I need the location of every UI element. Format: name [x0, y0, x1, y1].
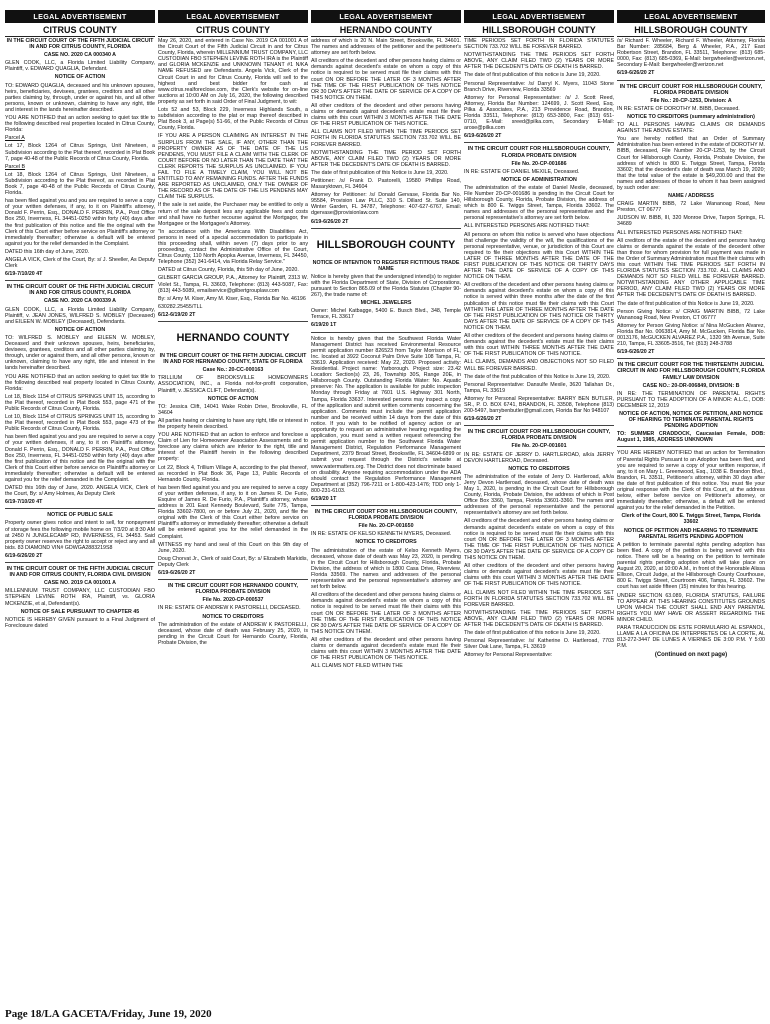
notice-paragraph: NOTICE IS HEREBY GIVEN pursuant to a Final Judgment of Foreclosure dated	[5, 616, 155, 629]
notice-paragraph: File No.: 20-CP-1253, Division: A	[650, 97, 732, 104]
notice-paragraph: GLEN COOK, LLC, a Florida Limited Liability Company, Plaintiff, v. JEAN JONES, WILFRED S. MOBLEY (Deceased) and EILEEN W. MOBLEY (Deceased), Defendants.	[5, 306, 155, 325]
notice-paragraph: Personal Representative: /s/ Darryl K. Myers, 11043 Stone Branch Drive, Riverview, Florida 33569	[464, 80, 614, 93]
notice-paragraph: IN THE CIRCUIT COURT FOR HILLSBOROUGH COUNTY, FLORIDA PROBATE DIVISION	[467, 429, 611, 442]
notice-paragraph: All creditors of the decedent and other persons having claims or demands against decedent's estate on whom a copy of this notice is required to be served must file their claims with this court ON OR BEFORE THE LATER OF 3 MONTHS AFTER THE TIME OF THE FIRST PUBLICATION OF THIS NOTICE OR 30 DAYS AFTER THE DATE OF SERVICE OF A COPY OF THIS NOTICE ON THEM.	[464, 518, 614, 562]
notice-paragraph: CASE NO.: 20-DR-006849, DIVISION: B	[642, 382, 740, 389]
notice-paragraph: IN THE CIRCUIT COURT FOR HERNANDO COUNTY, FLORIDA PROBATE DIVISION	[167, 583, 299, 596]
county-banner: HERNANDO COUNTY	[176, 332, 290, 345]
notice-paragraph: NOTICE OF ACTION	[54, 74, 106, 81]
column-4	[464, 10, 614, 1002]
notice-divider	[5, 508, 155, 509]
notice-paragraph: 6/19-6/26/20 2T	[464, 416, 502, 423]
notice-paragraph: All creditors of the decedent and other persons having claims or demands against decedent's estate on whom a copy of this notice is required to be served must file their claims with this court ON OR BEFORE THE LATER OF 3 MONTHS AFTER THE TIME OF THE FIRST PUBLICATION OF THIS NOTICE OR 30 DAYS AFTER THE DATE OF SERVICE OF A COPY OF THIS NOTICE ON THEM.	[311, 58, 461, 101]
notice-paragraph: GILBERT GARCIA GROUP, P.A., Attorney for Plaintiff, 2313 W. Violet St., Tampa, FL 33603, Telephone: (813) 443-5087, Fax: (813) 443-5089, emailservice@gilbertgrouplaw.com	[158, 275, 308, 294]
notice-paragraph: Attorney for Personal Representative: BARRY BEN BUTLER, SR., P. O. BOX 6741, BRANDON, FL 33508, Telephone (813) 200-5497, barrybenbutler@gmail.com, Florida Bar No 948107	[464, 395, 614, 415]
notice-paragraph: TO: Jessica Clift, 14041 Wake Robin Drive, Brooksville, FL 34604	[158, 403, 308, 416]
notice-paragraph: IN RE: ESTATE OF KELSO KENNETH MYERS, Deceased.	[311, 531, 452, 538]
column-5	[617, 10, 765, 1002]
county-heading: HILLSBOROUGH COUNTY	[617, 25, 765, 37]
notice-paragraph: DATED this 16th day of June, 2020.	[5, 248, 90, 255]
notice-divider	[617, 80, 765, 81]
notice-paragraph: IN THE CIRCUIT COURT OF THE FIFTH JUDICIAL CIRCUIT IN AND FOR HERNANDO COUNTY, STATE OF FLORIDA	[159, 353, 307, 366]
notice-paragraph: All creditors of the decedent and other persons having claims or demands against decedent's estate on whom a copy of this notice is required to be served must file their claims with this court ON OR BEFORE THE LATER OF 3 MONTHS AFTER THE TIME OF THE FIRST PUBLICATION OF THIS NOTICE OR 30 DAYS AFTER THE DATE OF SERVICE OF A COPY OF THIS NOTICE ON THEM.	[311, 592, 461, 635]
notice-divider	[5, 280, 155, 281]
notice-paragraph: NOTICE OF SALE PURSUANT TO CHAPTER 45	[20, 608, 140, 615]
column-2	[158, 10, 308, 1002]
notice-paragraph: GLEN COOK, LLC, a Florida Limited Liability Company, Plaintiff, v. EDWARD QUAGLIA, Defendant.	[5, 60, 155, 73]
notice-paragraph: The date of first publication of this Notice is June 19, 2020.	[311, 169, 449, 176]
notice-paragraph: 6/19/20 1T	[311, 322, 337, 329]
notice-paragraph: NOTWITHSTANDING THE TIME PERIODS SET FORTH ABOVE, ANY CLAIM FILED TWO (2) YEARS OR MORE AFTER THE DECEDENT'S DATE OF DEATH IS BARRED.	[464, 609, 614, 628]
notice-paragraph: NAME / ADDRESS	[668, 193, 714, 200]
notice-paragraph: IN RE: ESTATE OF ANDREW K PASTORELLI, DECEASED.	[158, 605, 301, 612]
notice-paragraph: ALL CLAIMS NOT FILED WITHIN THE TIME PERIODS SET FORTH IN FLORIDA STATUTES SECTION 733.702 WILL BE FOREVER BARRED.	[311, 129, 461, 148]
notice-paragraph: Personal Representative: /s/ Katherine O. Hartleroad, 7703 Silver Oak Lane, Tampa, FL 33619	[464, 638, 614, 651]
section-header: LEGAL ADVERTISEMENT	[311, 10, 461, 23]
notices-column-3	[311, 38, 461, 229]
notice-paragraph: DATED this 16th day of June, 2020. ANGELA VICK, Clerk of the Court, By: s/ Amy Holmes, As Deputy Clerk	[5, 485, 155, 498]
notice-paragraph: MICHEL JEWELERS	[360, 300, 412, 307]
notice-paragraph: IN THE CIRCUIT COURT OF THE FIFTH JUDICIAL CIRCUIT IN AND FOR CITRUS COUNTY, FLORIDA	[6, 284, 154, 297]
continued-note: (Continued on next page)	[654, 652, 728, 659]
notice-paragraph: 6/19-6/26/20 2T	[5, 552, 43, 559]
notice-paragraph: YOU ARE HEREBY NOTIFIED that an action for Termination of Parental Rights Pursuant to an Adoption has been filed, and you are required to serve a copy of your written response, if any, to it on Mary L. Greenwood, Esq., 1038 E. Brandon Blvd., Brandon, FL 33511, Petitioner's attorney, within 30 days after the date of first publication of this notice. You must file your original response with the Clerk of this Court, at the address below, either before service on Petitioner's attorney, or immediately thereafter; otherwise, a default will be entered against you for the relief demanded in the Petition.	[617, 450, 765, 512]
notice-paragraph: NOTWITHSTANDING THE TIME PERIODS SET FORTH ABOVE, ANY CLAIM FILED TWO (2) YEARS OR MORE AFTER THE DECEDENT'S DATE OF DEATH IS BARRED.	[464, 52, 614, 71]
notices-column-2b	[158, 353, 308, 646]
notice-paragraph: Attorney for Personal Representative:	[464, 652, 553, 659]
notice-paragraph: NOTICE OF ADMINISTRATION	[501, 176, 577, 183]
notice-paragraph: TO: EDWARD QUAGLIA, deceased and his unknown spouses, heirs, beneficiaries, devisees, grantees, creditors and all other parties claiming by, through, under or against his, and all other persons, known or unknown, claiming to have any right, title and interest in the lands hereinafter described.	[5, 82, 155, 113]
notice-paragraph: All other creditors of the decedent and other persons having claims or demands against decedent's estate must file their claims with this court WITHIN 3 MONTHS AFTER THE DATE OF THE FIRST PUBLICATION OF THIS NOTICE.	[311, 102, 461, 128]
notice-paragraph: PARA TRADUCCION DE ESTE FORMULARIO AL ESPANOL, LLAME A LA OFICINA DE INTERPRETES DE LA CORTE, AL 813-272-3447 DE LUNES A VIERNES DE 3:00 P.M. Y 5:00 P.M.	[617, 624, 765, 650]
notice-paragraph: 6/19-7/10/20 4T	[5, 499, 43, 506]
notice-paragraph: Owner: Michel Katbagge, 5400 E. Busch Blvd., 348, Temple Terrace, FL 33617	[311, 308, 461, 321]
notice-paragraph: Parcel B	[5, 163, 26, 170]
notices-column-5	[617, 38, 765, 649]
notice-paragraph: Petitioner: /s/ Frank D. Pastorelli, 19580 Phillips Road, Masaryktown, FL 34604	[311, 177, 461, 191]
notice-paragraph: TO: SUMMER CRADDOCK, Caucasian Female, DOB: August 1, 1985, ADDRESS UNKNOWN	[617, 431, 765, 444]
notice-paragraph: You are hereby notified that an Order of Summary Administration has been entered in the estate of DOROTHY M. BIBB, deceased, File Number 20-CP-1253, by the Circuit Court for Hillsborough County, Florida, Probate Division, the address of which is 800 E. Twiggs Street, Tampa, Florida 33602; that the decedent's date of death was March 19, 2020; that the total value of the estate is $49,200.00 and that the names and addresses of those to whom it has been assigned by such order are:	[617, 136, 765, 191]
notice-paragraph: IN RE: ESTATE OF DOROTHY M. BIBB, Deceased.	[617, 105, 740, 112]
notice-paragraph: Attorney for Petitioner: /s/ Donald Gervase, Florida Bar No. 95584, Provision Law PLLC, 310 S. Dillard St. Suite 140, Winter Garden, FL 34787, Telephone: 407-627-6767, Email: dgervase@provisionlaw.com	[311, 192, 461, 217]
notice-paragraph: NOTICE TO CREDITORS	[508, 465, 570, 472]
notice-paragraph: IN RE: THE TERMINATION OF PARENTAL RIGHTS PURSUANT TO THE ADOPTION OF A MINOR: A.L.C., DOB: DECEMBER 12, 2019	[617, 390, 765, 409]
notice-paragraph: 6/19-6/26/20 2T	[617, 70, 655, 77]
notice-paragraph: If the sale is set aside, the Purchaser may be entitled to only a return of the sale deposit less any applicable fees and costs and shall have no further recourse against the Mortgagor, the Mortgagee or the Mortgagee's Attorney.	[158, 202, 308, 227]
notices-column-2	[158, 38, 308, 322]
notice-paragraph: has been filed against you and you are required to serve a copy of your written defenses, if any, to it on Plaintiff's attorney, Donald F. Perrin, Esq., DONALD F. PERRIN, P.A., Post Office Box 250, Inverness, FL 34451-0250 within forty (40) days after the first publication of this notice and file the original with the Clerk of this Court either before service on Plaintiff's attorney or immediately thereafter; otherwise a default will be entered against you for the relief demanded in the Complaint.	[5, 434, 155, 483]
notice-divider	[311, 505, 461, 506]
notice-paragraph: UNDER SECTION 63.089, FLORIDA STATUTES, FAILURE TO APPEAR AT THIS HEARING CONSTITUTES GROUNDS UPON WHICH THE COURT SHALL END ANY PARENTAL RIGHTS YOU MAY HAVE OR ASSERT REGARDING THE MINOR CHILD.	[617, 592, 765, 623]
notice-paragraph: has been filed against you and you are required to serve a copy of your written defenses, if any, to it on Plaintiff's attorney, Donald F. Perrin, Esq., DONALD F. PERRIN, P.A., Post Office Box 250, Inverness, FL 34451-0250 within forty (40) days after the first publication of this notice and file the original with the Clerk of this Court either before service on Plaintiff's attorney or immediately thereafter; otherwise a default will be entered against you for the relief demanded in the Complaint.	[5, 198, 155, 247]
notice-paragraph: File No. 2020-CP-000537	[202, 597, 264, 604]
notice-paragraph: WITNESS my hand and seal of this Court on this 9th day of June, 2020.	[158, 541, 308, 554]
notice-paragraph: IN THE CIRCUIT COURT OF THE FIFTH JUDICIAL CIRCUIT IN AND FOR CITRUS COUNTY, FLORIDA	[6, 38, 154, 51]
notice-paragraph: The administration of the estate of Kelso Kenneth Myers, deceased, whose date of death was May 23, 2020, is pending in the Circuit Court for Hillsborough County, Florida, Probate Division, the address of which is 1800 Casa Drive, Riverview, Florida 33569. The names and addresses of the personal representative and the personal representative's attorney are set forth below.	[311, 547, 461, 591]
notice-paragraph: IN THE CIRCUIT COURT FOR HILLSBOROUGH COUNTY, FLORIDA PROBATE DIVISION	[467, 146, 611, 159]
notice-paragraph: The administration of the estate of Daniel Mexile, deceased, File Number 20-CP-001686 is pending in the Circuit Court for Hillsborough County, Florida, Probate Division, the address of which is 800 E. Twiggs Street, Tampa, Florida 33602. The names and addresses of the personal representative and the personal representative's attorney are set forth below.	[464, 184, 614, 222]
county-heading: HERNANDO COUNTY	[311, 25, 461, 37]
notice-paragraph: Notice is hereby given that the Southwest Florida Water Management District has received Environmental Resource permit application number 826523 from Taylor Morrison of FL, Inc. located at 3922 Coconut Palm Drive Suite 108 Tampa, FL 33619. Application received: May 22, 2020. Proposed activity: Residential. Project name: Yarborough. Project size: 23.42 Location: Section(s) 23, 26, Township 30S, Range 20E, in Hillsborough County. Outstanding Florida Water: No. Aquatic preserve: No. The application is available for public inspection Monday through Friday at 7601 U.S. Highway 301 North, Tampa, Florida 33637. Interested persons may inspect a copy of the application and submit written comments concerning the application. Comments must include the permit application number and be received within 14 days from the date of this notice. If you wish to be notified of agency action or an opportunity to request an administrative hearing regarding the application, you must send a written request referencing the permit application number to the Southwest Florida Water Management District, Regulation Performance Management Department, 2379 Broad Street, Brooksville, FL 34604-6899 or submit your request through the District's website at www.watermatters.org. The District does not discriminate based on disability. Anyone requiring accommodation under the ADA should contact the Regulation Performance Management Department at (352) 796-7211 or 1-800-423-1476; TDD only 1-800-231-6103.	[311, 335, 461, 494]
notice-paragraph: Lot 18, Block 1154 of CITRUS SPRINGS UNIT 15, according to the Plat thereof, recorded in Plat Book 553, page 471 of the Public Records of Citrus County, Florida.	[5, 393, 155, 412]
notice-paragraph: 6/19-6/26/20 2T	[464, 133, 502, 140]
section-header: LEGAL ADVERTISEMENT	[464, 10, 614, 23]
section-header: LEGAL ADVERTISEMENT	[617, 10, 765, 23]
notice-paragraph: /s/ Richard F. Wheeler, Richard F. Wheeler, Attorney, Florida Bar Number: 285684, Berg & Wheeler, P.A., 217 East Robertson Street, Brandon, FL 33511, Telephone: (813) 685-0000, Fax: (813) 685-0369, E-Mail: bergwheeler@verizon.net, Secondary E-Mail: lbergwheeler@verizon.net	[617, 38, 765, 69]
notice-paragraph: Person Giving Notice: s/ CRAIG MARTIN BIBB, 72 Lake Wananoag Road, New Preston, CT 06777	[617, 308, 765, 321]
notice-paragraph: Notice is hereby given that the undersigned intend(s) to register with the Florida Department of State, Division of Corporations, pursuant to Section 865.09 of the Florida Statutes (Chapter 90-267), the trade name of:	[311, 273, 461, 299]
notice-paragraph: All other creditors of the decedent and other persons having claims or demands against decedent's estate must file their claims with this court WITHIN 3 MONTHS AFTER THE DATE OF THE FIRST PUBLICATION OF THIS NOTICE.	[464, 563, 614, 588]
notice-paragraph: A petition to terminate parental rights pending adoption has been filed. A copy of the petition is being served with this notice. There will be a hearing on the petition to terminate parental rights pending adoption which will take place on August 20, 2020, at 10:00 A.M., in front of the Honorable Alissa Ellison, Circuit Judge, at the Hillsborough County Courthouse, 800 E. Twiggs Street, Courtroom 406, Tampa, FL 33602. The court has set aside fifteen (15) minutes for this hearing.	[617, 541, 765, 591]
notice-paragraph: Lot 17, Block 1264 of Citrus Springs, Unit Nineteen, a Subdivision according to the Plat thereof, recorded in Plat Book 7, page 40-48 of the Public Records of Citrus County, Florida.	[5, 143, 155, 162]
notice-paragraph: CASE NO. 2020 CA 000340 A	[43, 52, 117, 59]
notice-paragraph: YOU ARE NOTIFIED that an action seeking to quiet tax title to the following described real properties located in Citrus County, Florida:	[5, 115, 155, 134]
notice-paragraph: CASE NO. 2020 CA 000339 A	[43, 298, 117, 305]
notice-paragraph: Attorney for Personal Representative: /s/ J. Scott Reed, Attorney, Florida Bar Number: 124699, J. Scott Reed, Esq. Pilka & Associates, P.A., 213 Providence Road, Brandon, Florida 33511, Telephone: (813) 653-3800, Fax: (813) 651-0710, E-Mail: sreed@pilka.com, Secondary E-Mail: arose@pilka.com	[464, 94, 614, 132]
notice-paragraph: TO ALL PERSONS HAVING CLAIMS OR DEMANDS AGAINST THE ABOVE ESTATE:	[617, 122, 765, 135]
notice-paragraph: Attorney for Person Giving Notice: s/ Nina McGucken Alvarez, Florida Bar No. 0063814, Amy M. McGucken, Florida Bar No. 0013176, McGUCKEN ALVAREZ P.A., 1320 9th Avenue, Suite 210, Tampa, FL 33605-3516, Tel: (813) 248-3788	[617, 322, 765, 348]
notice-paragraph: ALL CLAIMS, DEMANDS AND OBJECTIONS NOT SO FILED WILL BE FOREVER BARRED.	[464, 359, 614, 372]
notice-divider	[617, 446, 765, 447]
notice-paragraph: IN RE: ESTATE OF JERRY D. HARTLEROAD, a/k/a JERRY DEVON HARTLEROAD, Deceased.	[464, 451, 614, 464]
notices-column-3b	[311, 260, 461, 670]
notice-paragraph: All other creditors of the decedent and persons having claims or demands against the decedent's estate must file their claims with this court WITHIN THREE MONTHS AFTER THE DATE OF THE FIRST PUBLICATION OF THIS NOTICE.	[464, 333, 614, 358]
notice-paragraph: By: s/ Amy M. Kiser, Amy M. Kiser, Esq., Florida Bar No. 46196	[158, 295, 306, 302]
notice-paragraph: All parties having or claiming to have any right, title or interest in the property herein described.	[158, 417, 308, 430]
notice-divider	[311, 228, 461, 229]
notice-paragraph: ANGELA VICK, Clerk of the Court, By: s/ J. Sheeller, As Deputy Clerk	[5, 257, 155, 270]
notice-paragraph: NOTICE OF PETITION AND HEARING TO TERMINATE PARENTAL RIGHTS PENDING ADOPTION	[623, 527, 759, 540]
notice-paragraph: NOTICE OF ACTION	[207, 395, 259, 402]
notice-divider	[158, 579, 308, 580]
notice-divider	[464, 425, 614, 426]
notice-paragraph: ALL CLAIMS NOT FILED WITHIN THE	[311, 663, 403, 670]
notice-paragraph: File No. 20-CP-001650	[358, 523, 414, 530]
notice-paragraph: IN THE CIRCUIT COURT FOR THE THIRTEENTH JUDICIAL CIRCUIT IN AND FOR HILLSBOROUGH COUNTY, FLORIDA FAMILY LAW DIVISION	[617, 362, 765, 381]
notice-paragraph: TRILLIUM OF BROOKSVILLE HOMEOWNERS ASSOCIATION, INC., a Florida not-for-profit corporation, Plaintiff, v. JESSICA CLIFT, Defendant(s).	[158, 375, 308, 394]
notice-divider	[158, 321, 308, 322]
notice-paragraph: All creditors of the decedent and other persons having claims or demands against decedent's estate on whom a copy of this notice is served within three months after the date of the first publication of this notice must file their claims with this Court WITHIN THE LATER OF THREE MONTHS AFTER THE DATE OF THE FIRST PUBLICATION OF THIS NOTICE OR THIRTY DAYS AFTER THE DATE OF SERVICE OF A COPY OF THIS NOTICE ON THEM.	[464, 282, 614, 331]
county-banner: HILLSBOROUGH COUNTY	[316, 238, 456, 251]
notice-paragraph: NOTICE TO CREDITORS	[355, 539, 417, 546]
notice-paragraph: Property owner gives notice and intent to sell, for nonpayment of storage fees the following mobile home on 7/3/20 at 8:30 AM at 2450 N JUNGLECAMP RD, INVERNESS, FL 34453. Said property owner reserves the right to accept or reject any and all bids. 83 DIAMOND VIN# GDWGA2883219S8	[5, 520, 155, 551]
notice-paragraph: IF YOU ARE A PERSON CLAIMING AN INTEREST IN THE SURPLUS FROM THE SALE, IF ANY, OTHER THAN THE PROPERTY OWNER AS OF THE DATE OF THE LIS PENDENS, YOU MUST FILE A CLAIM WITH THE CLERK OF COURT BEFORE OR NO LATER THAN THE DATE THAT THE CLERK REPORTS THE SURPLUS AS UNCLAIMED. IF YOU FAIL TO FILE A TIMELY CLAIM, YOU WILL NOT BE ENTITLED TO ANY REMAINING FUNDS. AFTER THE FUNDS ARE REPORTED AS UNCLAIMED, ONLY THE OWNER OF THE RECORD AS OF THE DATE OF THE LIS PENDENS MAY CLAIM THE SURPLUS.	[158, 133, 308, 201]
notice-paragraph: DATED at Citrus County, Florida, this 5th day of June, 2020.	[158, 267, 299, 274]
notice-divider	[5, 562, 155, 563]
notice-divider	[464, 142, 614, 143]
page-footer: Page 18/LA GACETA/Friday, June 19, 2020	[5, 1008, 212, 1020]
notice-paragraph: All persons on whom this notice is served who have objections that challenge the validity of the will, the qualifications of the personal representative, venue, or jurisdiction of this Court are required to file their objections with this Court WITHIN THE LATER OF THREE MONTHS AFTER THE DATE OF THE FIRST PUBLICATION OF THIS NOTICE OR THIRTY DAYS AFTER THE DATE OF SERVICE OF A COPY OF THIS NOTICE ON THEM.	[464, 231, 614, 281]
section-header: LEGAL ADVERTISEMENT	[5, 10, 155, 23]
notice-paragraph: IN THE CIRCUIT COURT FOR HILLSBOROUGH COUNTY, FLORIDA PROBATE DIVISION	[619, 83, 763, 96]
notice-paragraph: ALL INTERESTED PERSONS ARE NOTIFIED THAT:	[464, 223, 590, 230]
notice-paragraph: 6/12-6/19/20 2T	[158, 311, 196, 318]
notice-paragraph: NOTICE OF PUBLIC SALE	[47, 512, 113, 519]
notice-paragraph: Case No.: 20-CC-000163	[202, 367, 264, 374]
notice-paragraph: Parcel A	[5, 135, 25, 142]
notice-paragraph: The date of first publication of this notice is June 19, 2020.	[464, 72, 601, 79]
notice-paragraph: All creditors of the estate of the decedent and persons having claims or demands against the estate of the decedent other than those for whom provision for full payment was made in the Order of Summary Administration must file their claims with this court WITHIN THE TIME PERIODS SET FORTH IN FLORIDA STATUTES SECTION 733.702. ALL CLAIMS AND DEMANDS NOT SO FILED WILL BE FOREVER BARRED. NOTWITHSTANDING ANY OTHER APPLICABLE TIME PERIOD, ANY CLAIM FILED TWO (2) YEARS OR MORE AFTER THE DECEDENT'S DATE OF DEATH IS BARRED.	[617, 237, 765, 299]
notice-paragraph: The date of first publication of this Notice is June 19, 2020.	[617, 300, 755, 307]
notice-paragraph: Clerk of the Court, 800 E. Twiggs Street, Tampa, Florida 33602	[621, 513, 761, 526]
notice-paragraph: YOU ARE NOTIFIED that an action to enforce and foreclose a Claim of Lien for Homeowner Association Assessments and to foreclose any claims which are inferior to the right, title and interest of the Plaintiff herein in the following described property:	[158, 432, 308, 463]
notice-divider	[617, 358, 765, 359]
notice-paragraph: The date of first publication of this notice is June 19, 2020.	[464, 630, 601, 637]
notice-paragraph: YOU ARE NOTIFIED that an action seeking to quiet tax title to the following described real property located in Citrus County, Florida:	[5, 373, 155, 392]
notice-paragraph: 6/19-6/26/20 2T	[617, 349, 655, 356]
notice-paragraph: All other creditors of the decedent and other persons having claims or demands against decedent's estate must file their claims with this court WITHIN 3 MONTHS AFTER THE DATE OF THE FIRST PUBLICATION OF THIS NOTICE.	[311, 636, 461, 662]
notice-paragraph: 6/19-6/26/20 2T	[311, 218, 349, 225]
notice-paragraph: Lot 18, Block 1264 of Citrus Springs, Unit Nineteen, a Subdivision according to the Plat thereof, as recorded in Plat Book 7, page 40-48 of the Public Records of Citrus County, Florida.	[5, 171, 155, 197]
notice-paragraph: has been filed against you and you are required to serve a copy of your written defenses, if any, to it on James R. De Furio, Esquire of James R. De Furio, P.A., Plaintiff's attorney, whose address is 201 East Kennedy Boulevard, Suite 775, Tampa, Florida 33602-7800, on or before July 21, 2020, and file the original with the Clerk of this Court either before service on Plaintiff's attorney or immediately thereafter; otherwise a default will be entered against you for the relief demanded in the Complaint.	[158, 484, 308, 540]
notice-paragraph: IN THE CIRCUIT COURT OF THE FIFTH JUDICIAL CIRCUIT IN AND FOR CITRUS COUNTY, FLORIDA CIVIL DIVISION	[6, 566, 154, 579]
notice-paragraph: NOTICE TO CREDITORS (summary administration)	[627, 113, 755, 120]
notice-paragraph: The date of the first publication of this Notice is June 19, 2020.	[464, 373, 611, 380]
notices-column-1	[5, 38, 155, 629]
notice-paragraph: Lots 52 and 53, Block 229, Inverness Highlands South, a subdivision according to the plat or map thereof described in Plat Book 3, at Page(s) 51-66, of the Public Records of Citrus County, Florida.	[158, 107, 308, 132]
notice-paragraph: IN RE: ESTATE OF DANIEL MEXILE, Deceased.	[464, 168, 580, 175]
notice-paragraph: Lot 22, Block 4, Trillium Village A, according to the plat thereof, as recorded in Plat Book 36, Page 13, Public Records of Hernando County, Florida.	[158, 464, 308, 483]
notice-paragraph: 630282.25455/TLL	[158, 303, 203, 310]
notice-paragraph: NOTICE OF ACTION	[54, 326, 106, 333]
column-3	[311, 10, 461, 1002]
notice-paragraph: The administration of the estate of ANDREW K PASTORELLI, deceased, whose date of death was February 25, 2020, is pending in the Circuit Court for Hernando County, Florida, Probate Division, the	[158, 621, 308, 646]
notice-paragraph: The administration of the estate of Jerry D. Hartleroad, a/k/a Jerry Devon Hartleroad, deceased, whose date of death was May 1, 2020, is pending in the Circuit Court for Hillsborough County, Florida, Probate Division, the address of which is Post Office Box 3360, Tampa, Florida 33601-3360. The names and addresses of the personal representative and the personal representative's attorney are set forth below.	[464, 473, 614, 517]
notice-paragraph: File No. 20-CP-001601	[511, 443, 567, 450]
notice-paragraph: Lot 10, Block 1154 of CITRUS SPRINGS UNIT 15, according to the Plat thereof, recorded in Plat Book 553, page 473 of the Public Records of Citrus County, Florida.	[5, 414, 155, 433]
notices-column-4	[464, 38, 614, 658]
column-1	[5, 10, 155, 1002]
notice-paragraph: CRAIG MARTIN BIBB, 72 Lake Wananoag Road, New Preston, CT 06777	[617, 201, 765, 214]
notice-paragraph: MILLENNIUM TRUST COMPANY, LLC CUSTODIAN FBO STEPHEN LEVINE ROTH IRA, Plaintiff, vs. GLORIA MCKENZIE, et al, Defendant(s).	[5, 588, 155, 607]
notice-paragraph: TO: WILFRED S. MOBLEY and EILEEN W. MOBLEY, Deceased and their unknown spouses, heirs, beneficiaries, devisees, grantees, creditors and all other parties claiming by, through, under or against them, and all other persons, known or unknown, claiming to have any right, title and interest in the lands hereinafter described.	[5, 334, 155, 372]
notice-paragraph: NOTWITHSTANDING THE TIME PERIOD SET FORTH ABOVE, ANY CLAIM FILED TWO (2) YEARS OR MORE AFTER THE DECEDENT'S DATE OF DEATH IS BARRED.	[311, 149, 461, 168]
notice-paragraph: address of which is 20 N. Main Street, Brooksville, FL 34601. The names and addresses of the petitioner and the petitioner's attorney are set forth below.	[311, 38, 461, 57]
county-heading: CITRUS COUNTY	[5, 25, 155, 37]
notice-paragraph: IN THE CIRCUIT COURT FOR HILLSBOROUGH COUNTY, FLORIDA PROBATE DIVISION	[314, 509, 458, 522]
notice-paragraph: 6/19-7/10/20 4T	[5, 271, 43, 278]
section-header: LEGAL ADVERTISEMENT	[158, 10, 308, 23]
notice-paragraph: NOTICE OF INTENTION TO REGISTER FICTITIOUS TRADE NAME	[312, 259, 460, 272]
notice-paragraph: ALL CLAIMS NOT FILED WITHIN THE TIME PERIODS SET FORTH IN FLORIDA STATUTES SECTION 733.702 WILL BE FOREVER BARRED.	[464, 589, 614, 608]
notice-paragraph: ALL INTERESTED PERSONS ARE NOTIFIED THAT:	[617, 229, 743, 236]
notice-paragraph: CASE NO. 2019 CA 001001 A	[43, 580, 117, 587]
notice-paragraph: 6/19-6/26/20 2T	[158, 570, 196, 577]
notice-divider	[311, 332, 461, 333]
county-heading: CITRUS COUNTY	[158, 25, 308, 37]
notice-paragraph: Doug Chorvat Jr., Clerk of said Court, By: s/ Elizabeth Markidis, Deputy Clerk	[158, 555, 308, 568]
notice-paragraph: TIME PERIODS SET FORTH IN FLORIDA STATUTES SECTION 733.702 WILL BE FOREVER BARRED.	[464, 38, 614, 51]
notice-paragraph: NOTICE TO CREDITORS	[202, 613, 264, 620]
notice-paragraph: NOTICE OF ACTION, NOTICE OF PETITION, AND NOTICE OF HEARING TO TERMINATE PARENTAL RIGHTS PENDING ADOPTION	[619, 410, 763, 430]
notice-paragraph: "In accordance with the Americans With Disabilities Act, persons in need of a special accommodation to participate in this proceeding shall, within seven (7) days prior to any proceeding, contact the Administrative Office of the Court, Citrus County, 110 North Apopka Avenue, Inverness, FL 34450, Telephone (352) 341-6414, via Florida Relay Service."	[158, 228, 308, 266]
notice-paragraph: 6/19/20 1T	[311, 496, 337, 502]
notice-paragraph: May 26, 2020, and entered in Case No. 2019 CA 001001 A of the Circuit Court of the Fifth Judicial Circuit in and for Citrus County, Florida, wherein MILLENNIUM TRUST COMPANY, LLC CUSTODIAN FBO STEPHEN LEVINE ROTH IRA is the Plaintiff and GLORIA MCKENZIE and UNKNOWN TENANT #1 N/KA NAME REFUSED are Defendants. Angela Vick, Clerk of the Circuit Court in and for Citrus County, Florida will sell to the highest and best bidder for cash at www.citrus.realforeclose.com, the Clerk's website for on-line auctions at 10:00 AM on July 16, 2020, the following described property as set forth in said Order of Final Judgment, to wit:	[158, 38, 308, 105]
county-heading: HILLSBOROUGH COUNTY	[464, 25, 614, 37]
notice-paragraph: JUDSON W. BIBB, III, 320 Monroe Drive, Tarpon Springs, FL 34689	[617, 215, 765, 228]
notice-paragraph: File No. 20-CP-001686	[511, 160, 567, 167]
notice-paragraph: Personal Representative: Dansulfe Mexile, 3620 Tallahan Dr., Tampa, FL 33619	[464, 381, 614, 394]
